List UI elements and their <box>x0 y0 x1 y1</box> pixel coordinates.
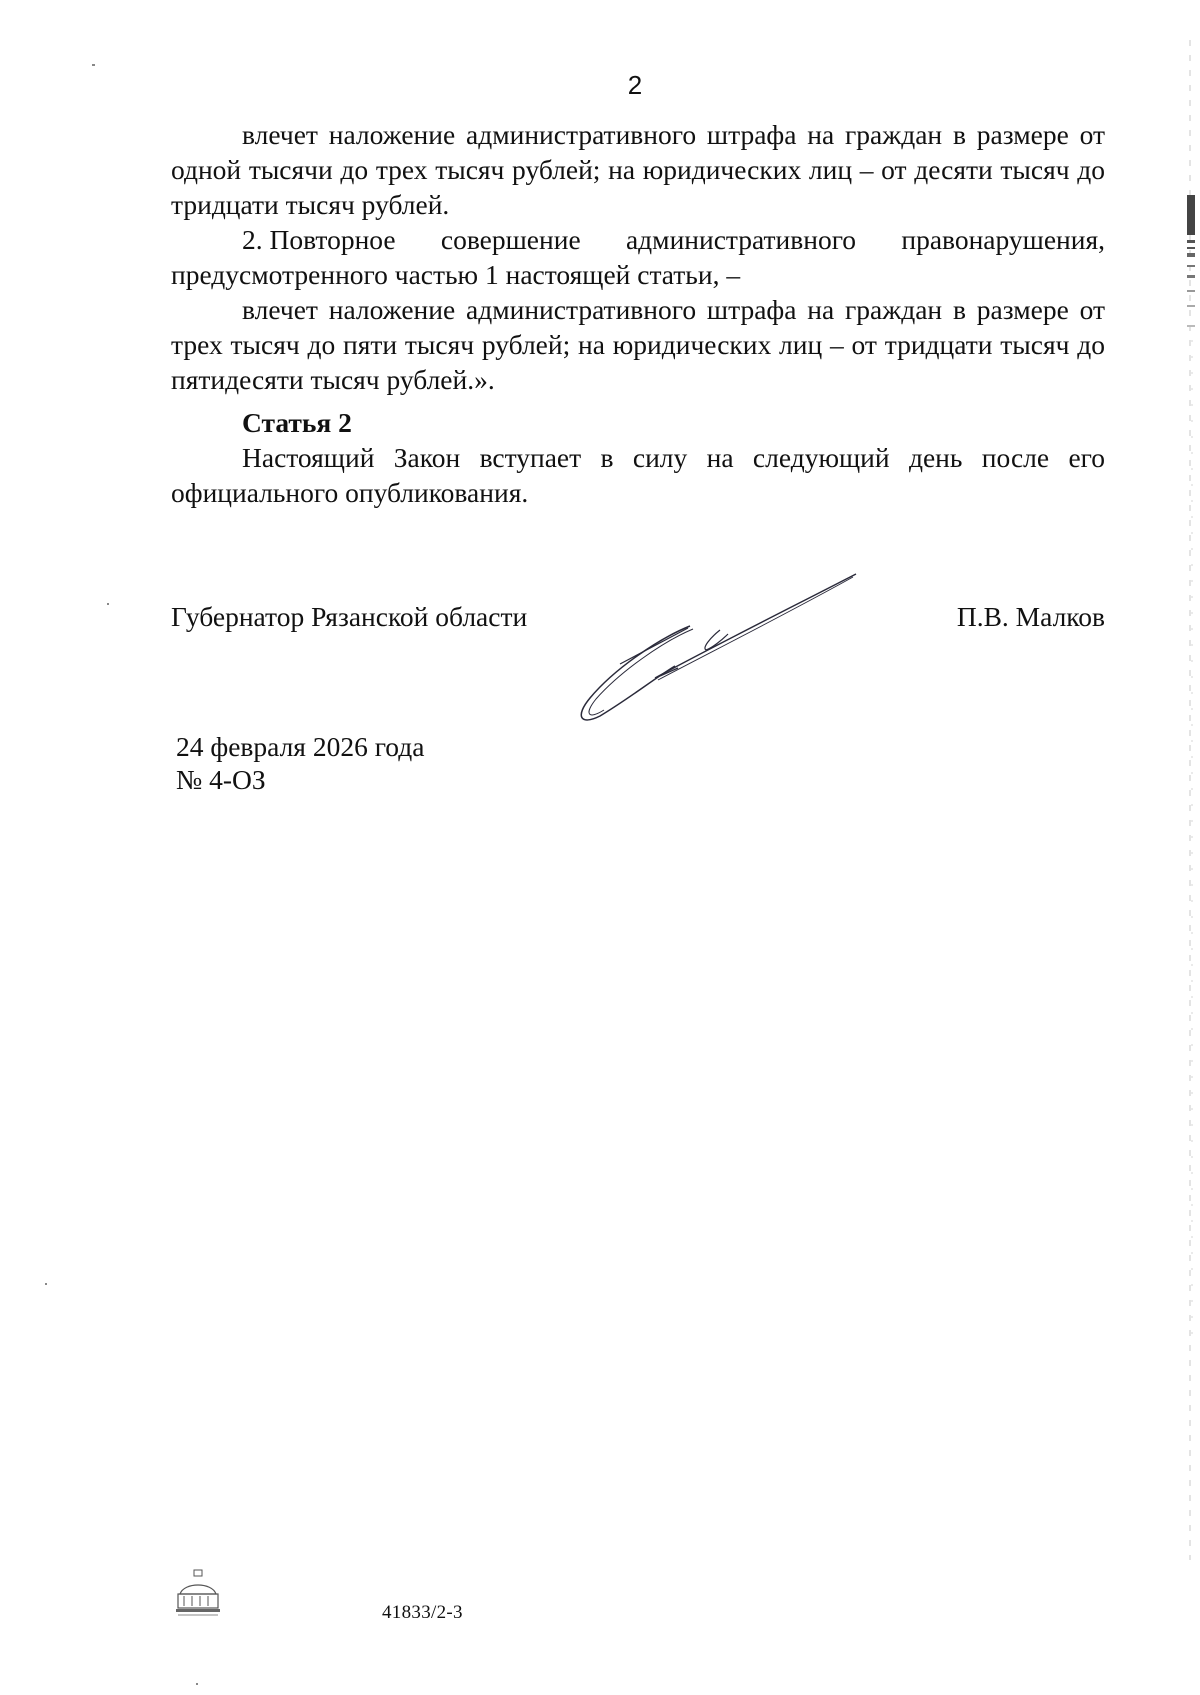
article-2-body <box>171 440 1105 510</box>
law-date: 24 февраля 2026 года <box>176 731 425 762</box>
part-2-word: административного <box>625 224 857 255</box>
document-code: 41833/2-3 <box>382 1602 463 1623</box>
part-2-word: правонарушения, <box>901 224 1105 255</box>
governor-name: П.В. Малков <box>956 601 1105 632</box>
article1-continuation <box>171 117 1105 397</box>
part-2-word: совершение <box>440 224 581 255</box>
article-2-text: Настоящий Закон вступает в силу на следующий день после его официального опубликования. <box>171 442 1105 508</box>
governor-title: Губернатор Рязанской области <box>171 601 528 632</box>
scan-speck <box>45 1283 47 1285</box>
scan-speck <box>107 603 109 605</box>
law-number: № 4-ОЗ <box>176 764 266 795</box>
scan-speck <box>92 64 95 66</box>
part-2-word: 2. Повторное <box>242 224 396 255</box>
part-2-paragraph: предусмотренного частью 1 настоящей статьи, – <box>171 259 741 290</box>
handwritten-signature <box>560 568 870 728</box>
scan-speck <box>196 1683 198 1685</box>
penalty-paragraph-2: влечет наложение административного штрафа на граждан в размере от трех тысяч до пяти тысяч рублей; на юридических лиц – от тридцати тысяч до пятидесяти тысяч рублей.». <box>171 294 1105 395</box>
scan-barcode-artifact <box>1186 195 1196 345</box>
printer-emblem-icon <box>174 1568 222 1618</box>
article-2-heading: Статья 2 <box>242 407 352 438</box>
law-details <box>176 730 424 796</box>
penalty-paragraph-1: влечет наложение административного штрафа на граждан в размере от одной тысячи до трех тысяч рублей; на юридических лиц – от десяти тысяч до тридцати тысяч рублей. <box>171 119 1105 220</box>
page-number: 2 <box>627 70 643 100</box>
part-2-first-line <box>171 222 1105 257</box>
